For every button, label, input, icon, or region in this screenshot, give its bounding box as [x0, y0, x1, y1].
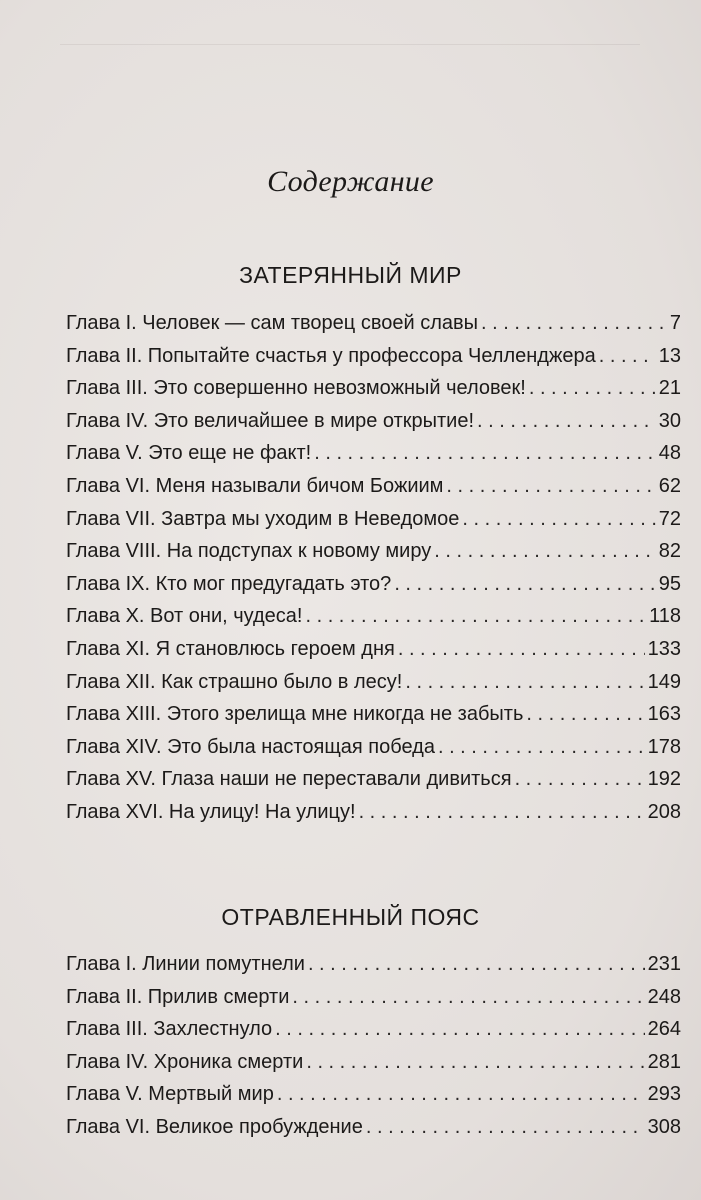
- page-number: 82: [658, 540, 681, 563]
- chapter-title: Глава II. Прилив смерти: [66, 985, 290, 1008]
- contents-title: Содержание: [267, 165, 434, 198]
- chapter-title: Глава XIV. Это была настоящая победа: [66, 735, 435, 758]
- page-number: 62: [658, 474, 681, 497]
- dot-leader: [477, 410, 656, 433]
- page-number: 293: [647, 1083, 681, 1106]
- page-number: 118: [649, 605, 681, 628]
- part-title: ЗАТЕРЯННЫЙ МИР: [239, 262, 462, 288]
- dot-leader: [305, 605, 646, 628]
- toc-entry[interactable]: [66, 736, 681, 769]
- chapter-title: Глава III. Это совершенно невозможный человек!: [66, 377, 526, 400]
- toc-part-2: [66, 953, 681, 1149]
- dot-leader: [275, 1018, 644, 1041]
- toc-entry[interactable]: [66, 671, 681, 704]
- part-title: ОТРАВЛЕННЫЙ ПОЯС: [221, 904, 480, 930]
- chapter-title: Глава I. Человек — сам творец своей славы: [66, 312, 478, 334]
- dot-leader: [529, 377, 656, 400]
- chapter-title: Глава V. Мертвый мир: [66, 1083, 274, 1106]
- page-number: 149: [647, 670, 681, 693]
- toc-entry[interactable]: [66, 312, 681, 345]
- chapter-title: Глава XII. Как страшно было в лесу!: [66, 670, 403, 693]
- chapter-title: Глава III. Захлестнуло: [66, 1018, 273, 1041]
- dot-leader: [359, 801, 645, 824]
- chapter-title: Глава XV. Глаза наши не переставали дивиться: [66, 768, 512, 791]
- chapter-title: Глава X. Вот они, чудеса!: [66, 605, 303, 628]
- toc-entry[interactable]: [66, 1051, 681, 1084]
- chapter-title: Глава XVI. На улицу! На улицу!: [66, 800, 356, 823]
- chapter-title: Глава V. Это еще не факт!: [66, 442, 312, 465]
- dot-leader: [398, 638, 645, 661]
- toc-entry[interactable]: [66, 986, 681, 1019]
- page-number: 192: [647, 768, 681, 791]
- page-number: 7: [669, 312, 681, 334]
- chapter-title: Глава VII. Завтра мы уходим в Неведомое: [66, 507, 460, 530]
- dot-leader: [462, 508, 655, 531]
- page-number: 248: [647, 985, 681, 1008]
- page-number: 30: [658, 409, 681, 432]
- dot-leader: [599, 345, 656, 368]
- chapter-title: Глава II. Попытайте счастья у профессора Челленджера: [66, 344, 596, 367]
- toc-entry[interactable]: [66, 1116, 681, 1149]
- page-number: 264: [647, 1018, 681, 1041]
- toc-entry[interactable]: [66, 605, 681, 638]
- dot-leader: [438, 736, 645, 759]
- chapter-title: Глава VIII. На подступах к новому миру: [66, 540, 432, 563]
- toc-entry[interactable]: [66, 442, 681, 475]
- chapter-title: Глава I. Линии помутнели: [66, 953, 305, 975]
- toc-entry[interactable]: [66, 801, 681, 834]
- page-number: 208: [647, 800, 681, 823]
- page-number: 13: [658, 344, 681, 367]
- toc-entry[interactable]: [66, 508, 681, 541]
- toc-part-1: [66, 312, 681, 834]
- toc-entry[interactable]: [66, 638, 681, 671]
- dot-leader: [405, 671, 644, 694]
- dot-leader: [515, 768, 645, 791]
- page-number: 21: [658, 377, 681, 400]
- header-rule: [60, 44, 640, 45]
- toc-entry[interactable]: [66, 953, 681, 986]
- toc-entry[interactable]: [66, 475, 681, 508]
- dot-leader: [526, 703, 644, 726]
- toc-entry[interactable]: [66, 573, 681, 606]
- toc-entry[interactable]: [66, 1018, 681, 1051]
- toc-entry[interactable]: [66, 410, 681, 443]
- page-number: 48: [658, 442, 681, 465]
- dot-leader: [446, 475, 655, 498]
- page-number: 95: [658, 572, 681, 595]
- dot-leader: [306, 1051, 644, 1074]
- chapter-title: Глава IV. Хроника смерти: [66, 1050, 304, 1073]
- toc-entry[interactable]: [66, 768, 681, 801]
- page-number: 231: [647, 953, 681, 975]
- page-number: 308: [647, 1115, 681, 1138]
- toc-entry[interactable]: [66, 345, 681, 378]
- toc-entry[interactable]: [66, 1083, 681, 1116]
- chapter-title: Глава IV. Это величайшее в мире открытие!: [66, 409, 475, 432]
- dot-leader: [314, 442, 656, 465]
- chapter-title: Глава XIII. Этого зрелища мне никогда не забыть: [66, 703, 524, 726]
- toc-entry[interactable]: [66, 540, 681, 573]
- page-number: 163: [647, 703, 681, 726]
- dot-leader: [394, 573, 655, 596]
- toc-entry[interactable]: [66, 377, 681, 410]
- page-number: 178: [647, 735, 681, 758]
- chapter-title: Глава VI. Меня называли бичом Божиим: [66, 474, 444, 497]
- chapter-title: Глава IX. Кто мог предугадать это?: [66, 572, 392, 595]
- dot-leader: [481, 312, 667, 335]
- dot-leader: [366, 1116, 645, 1139]
- dot-leader: [434, 540, 655, 563]
- toc-entry[interactable]: [66, 703, 681, 736]
- chapter-title: Глава XI. Я становлюсь героем дня: [66, 637, 395, 660]
- chapter-title: Глава VI. Великое пробуждение: [66, 1115, 363, 1138]
- dot-leader: [308, 953, 645, 976]
- dot-leader: [277, 1083, 645, 1106]
- page-number: 133: [647, 637, 681, 660]
- page-number: 72: [658, 507, 681, 530]
- page-number: 281: [647, 1050, 681, 1073]
- dot-leader: [292, 986, 644, 1009]
